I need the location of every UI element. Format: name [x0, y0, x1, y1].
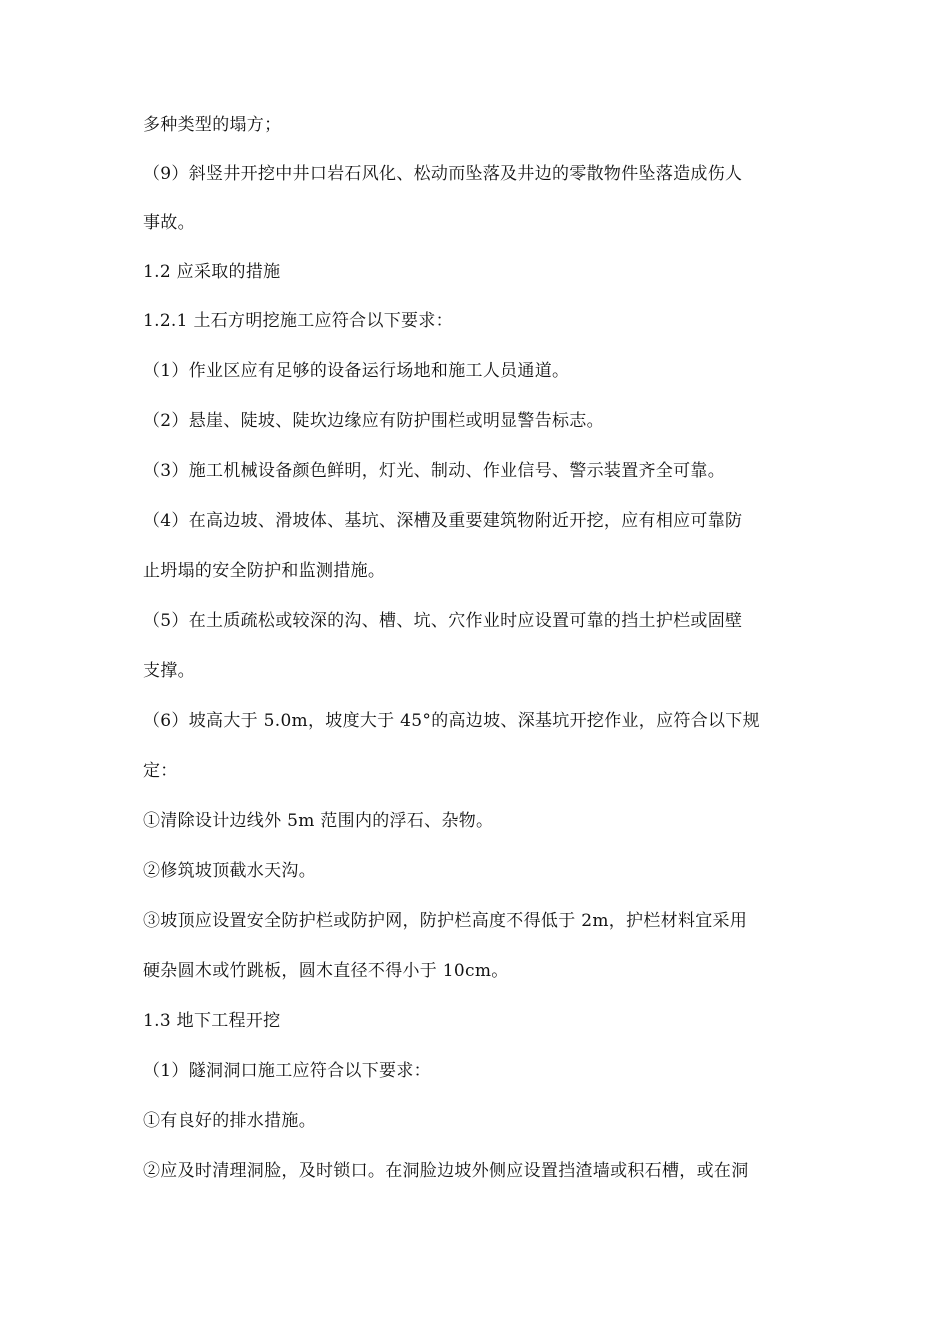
section-heading: 1.2 应采取的措施: [143, 262, 281, 282]
list-item: （5）在土质疏松或较深的沟、槽、坑、穴作业时应设置可靠的挡土护栏或固壁: [143, 611, 743, 631]
section-heading: 1.3 地下工程开挖: [143, 1011, 281, 1031]
list-item: ①清除设计边线外 5m 范围内的浮石、杂物。: [143, 811, 494, 831]
list-item: （2）悬崖、陡坡、陡坎边缘应有防护围栏或明显警告标志。: [143, 411, 604, 431]
text-line: 定：: [143, 761, 178, 781]
list-item: （3）施工机械设备颜色鲜明，灯光、制动、作业信号、警示装置齐全可靠。: [143, 461, 726, 481]
text-line: 多种类型的塌方；: [143, 115, 282, 135]
list-item: （6）坡高大于 5.0m，坡度大于 45°的高边坡、深基坑开挖作业，应符合以下规: [143, 711, 760, 731]
list-item: ②修筑坡顶截水天沟。: [143, 861, 316, 881]
list-item: （1）隧洞洞口施工应符合以下要求：: [143, 1061, 431, 1081]
subsection-heading: 1.2.1 土石方明挖施工应符合以下要求：: [143, 311, 453, 331]
text-line: （9）斜竖井开挖中井口岩石风化、松动而坠落及井边的零散物件坠落造成伤人: [143, 164, 743, 184]
text-line: 硬杂圆木或竹跳板，圆木直径不得小于 10cm。: [143, 961, 509, 981]
text-line: 事故。: [143, 213, 195, 233]
list-item: ②应及时清理洞脸，及时锁口。在洞脸边坡外侧应设置挡渣墙或积石槽，或在洞: [143, 1161, 749, 1181]
list-item: ③坡顶应设置安全防护栏或防护网，防护栏高度不得低于 2m，护栏材料宜采用: [143, 911, 748, 931]
text-line: 止坍塌的安全防护和监测措施。: [143, 561, 386, 581]
text-line: 支撑。: [143, 661, 195, 681]
list-item: （1）作业区应有足够的设备运行场地和施工人员通道。: [143, 361, 570, 381]
list-item: （4）在高边坡、滑坡体、基坑、深槽及重要建筑物附近开挖，应有相应可靠防: [143, 511, 743, 531]
list-item: ①有良好的排水措施。: [143, 1111, 316, 1131]
